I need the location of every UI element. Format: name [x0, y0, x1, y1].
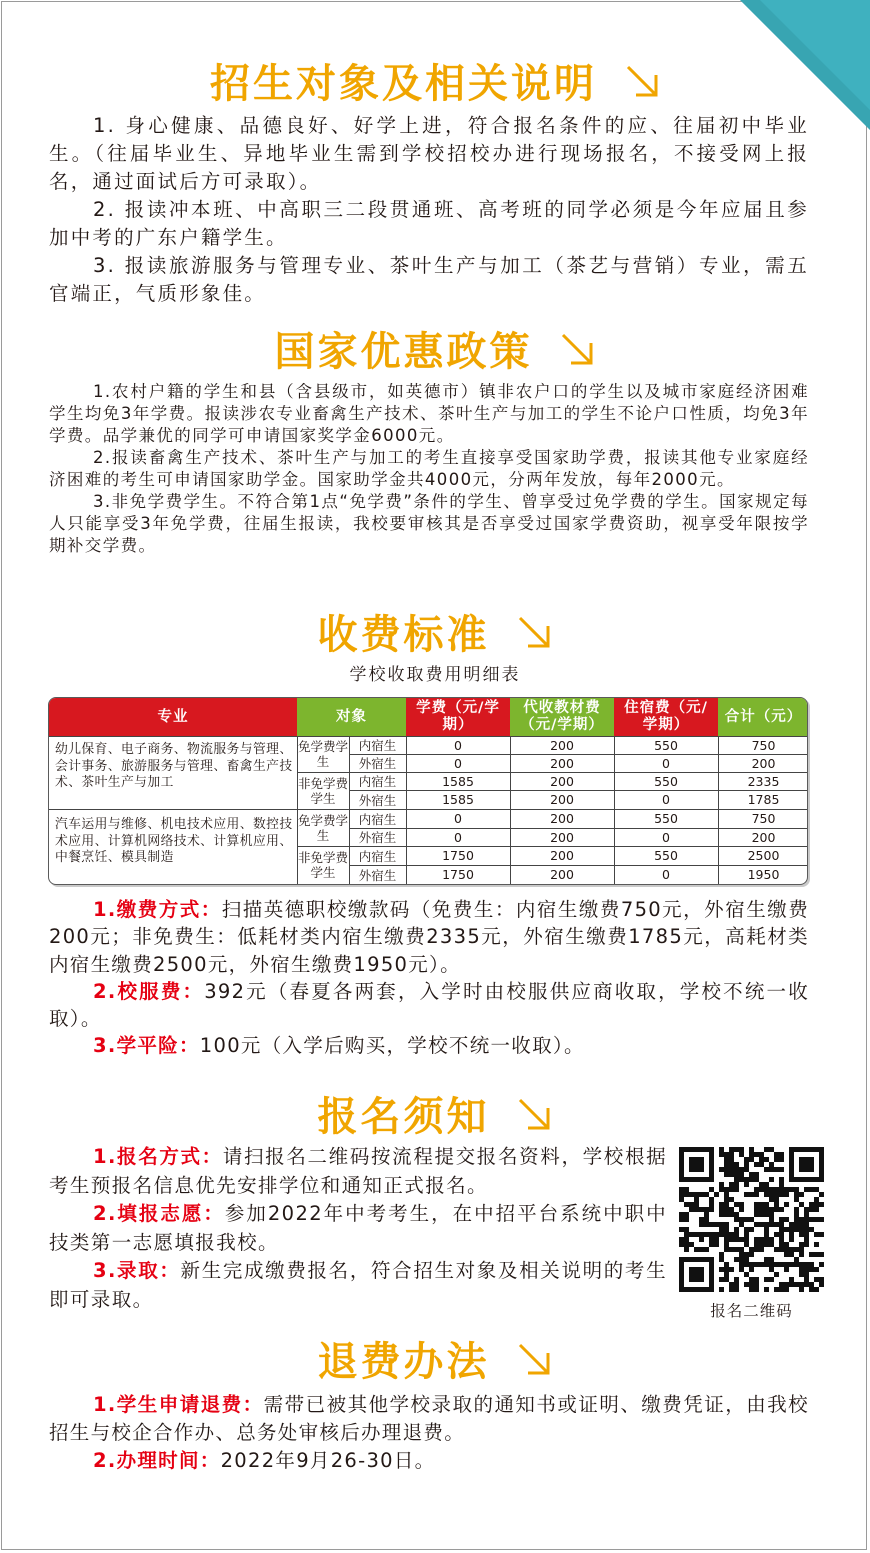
tuition-value: 0 [454, 755, 462, 771]
diagonal-arrow-icon [516, 614, 552, 650]
section4-item: 2.填报志愿：参加2022年中考考生，在中招平台系统中职中技类第一志愿填报我校。 [49, 1202, 667, 1254]
major-group-1: 幼儿保育、电子商务、物流服务与管理、会计事务、旅游服务与管理、畜禽生产技术、茶叶生产与加工 [55, 742, 293, 790]
materials-value: 200 [550, 773, 574, 789]
header-tuition: 学费（元/学期） [406, 698, 510, 736]
fee-note: 1.缴费方式：扫描英德职校缴款码（免费生：内宿生缴费750元，外宿生缴费200元；非免费生：低耗材类内宿生缴费2335元，外宿生缴费1785元，高耗材类内宿生缴费2500元，外宿生缴费1950元）。 [49, 898, 809, 976]
section1-body [49, 112, 809, 308]
materials-value: 200 [550, 792, 574, 807]
materials-value: 200 [550, 829, 574, 845]
object-type: 非免学费学生 [297, 850, 348, 880]
tuition-value: 1585 [442, 773, 474, 789]
header-materials: 代收教材费（元/学期） [510, 698, 614, 736]
item-label: 2.办理时间： [93, 1449, 221, 1472]
section2-title: 国家优惠政策 [274, 329, 533, 375]
total-value: 2335 [747, 773, 780, 789]
section4-body [49, 1143, 667, 1314]
residence-type: 内宿生 [358, 774, 397, 789]
tuition-value: 0 [454, 737, 462, 753]
diagonal-arrow-icon [624, 63, 660, 99]
header-object: 对象 [297, 698, 406, 736]
dorm-value: 0 [662, 755, 670, 771]
tuition-value: 1750 [442, 867, 474, 882]
dorm-value: 550 [654, 737, 678, 753]
section4-item: 1.报名方式：请扫报名二维码按流程提交报名资料，学校根据考生预报名信息优先安排学位和通知正式报名。 [49, 1145, 667, 1197]
materials-value: 200 [550, 755, 574, 771]
section1-title: 招生对象及相关说明 [210, 61, 598, 107]
section4-title: 报名须知 [317, 1094, 490, 1140]
section4-heading [0, 1085, 870, 1142]
section5-heading [0, 1330, 870, 1387]
dorm-value: 0 [662, 867, 670, 882]
tuition-value: 0 [454, 811, 462, 826]
object-type: 非免学费学生 [297, 775, 348, 806]
residence-type: 内宿生 [358, 848, 397, 864]
section1-item: 2. 报读冲本班、中高职三二段贯通班、高考班的同学必须是今年应届且参加中考的广东户籍学生。 [49, 198, 809, 249]
section2-item: 3.非免学费学生。不符合第1点“免学费”条件的学生、曾享受过免学费的学生。国家规定每人只能享受3年免学费，往届生报读，我校要审核其是否享受过国家学费资助，视享受年限按学期补交学费。 [49, 492, 809, 555]
residence-type: 外宿生 [358, 756, 397, 771]
object-type: 免学费学生 [297, 739, 348, 769]
dorm-value: 550 [654, 773, 678, 789]
total-value: 200 [751, 829, 776, 845]
fee-note: 3.学平险：100元（入学后购买，学校不统一收取）。 [93, 1034, 585, 1058]
dorm-value: 0 [662, 792, 670, 807]
section1-heading [0, 52, 870, 109]
diagonal-arrow-icon [516, 1341, 552, 1377]
major-group-2: 汽车运用与维修、机电技术应用、数控技术应用、计算机网络技术、计算机应用、中餐烹饪、模具制造 [55, 817, 293, 865]
fee-note: 2.校服费：392元（春夏各两套，入学时由校服供应商收取，学校不统一收取）。 [49, 979, 810, 1031]
total-value: 2500 [747, 848, 780, 863]
diagonal-arrow-icon [559, 331, 595, 367]
materials-value: 200 [550, 737, 574, 753]
section4-item: 3.录取：新生完成缴费报名，符合招生对象及相关说明的考生即可录取。 [49, 1259, 667, 1311]
header-dorm: 住宿费（元/学期） [614, 698, 718, 736]
section2-item: 2.报读畜禽生产技术、茶叶生产与加工的考生直接享受国家助学费，报读其他专业家庭经济困难的考生可申请国家助学金。国家助学金共4000元，分两年发放，每年2000元。 [49, 448, 809, 489]
section2-heading [0, 320, 870, 377]
section1-item: 1. 身心健康、品德良好、好学上进，符合报名条件的应、往届初中毕业生。（往届毕业生、异地毕业生需到学校招校办进行现场报名，不接受网上报名，通过面试后方可录取）。 [49, 114, 809, 193]
residence-type: 内宿生 [358, 738, 397, 753]
section3-title: 收费标准 [317, 612, 490, 658]
materials-value: 200 [550, 811, 574, 826]
dorm-value: 550 [654, 811, 678, 826]
tuition-value: 1585 [442, 792, 474, 807]
object-type: 免学费学生 [297, 812, 348, 843]
header-total: 合计（元） [718, 698, 808, 736]
fee-table-title: 学校收取费用明细表 [349, 665, 521, 685]
qr-caption: 报名二维码 [710, 1302, 793, 1320]
item-label: 2.填报志愿： [93, 1202, 225, 1225]
section5-item: 2.办理时间：2022年9月26-30日。 [93, 1449, 436, 1472]
total-value: 750 [751, 737, 776, 753]
dorm-value: 0 [662, 829, 670, 845]
total-value: 1950 [747, 867, 780, 882]
residence-type: 外宿生 [358, 792, 397, 808]
note-label: 1.缴费方式： [93, 898, 222, 921]
section2-item: 1.农村户籍的学生和县（含县级市，如英德市）镇非农户口的学生以及城市家庭经济困难学生均免3年学费。报读涉农专业畜禽生产技术、茶叶生产与加工的学生不论户口性质，均免3年学费。品学兼优的同学可申请国家奖学金6000元。 [49, 382, 809, 445]
materials-value: 200 [550, 867, 574, 882]
section2-body [49, 381, 809, 557]
note-label: 3.学平险： [93, 1034, 200, 1058]
section3-heading [0, 603, 870, 660]
residence-type: 外宿生 [358, 830, 397, 845]
total-value: 1785 [747, 792, 780, 807]
item-label: 1.学生申请退费： [93, 1393, 264, 1416]
total-value: 200 [751, 755, 776, 771]
section5-item: 1.学生申请退费：需带已被其他学校录取的通知书或证明、缴费凭证，由我校招生与校企合作办、总务处审核后办理退费。 [49, 1393, 809, 1444]
materials-value: 200 [550, 848, 574, 863]
item-label: 1.报名方式： [93, 1145, 223, 1168]
fee-table [48, 697, 808, 885]
section5-title: 退费办法 [317, 1339, 490, 1385]
tuition-value: 0 [454, 829, 462, 845]
section5-body [49, 1391, 809, 1475]
header-major: 专业 [49, 698, 297, 736]
diagonal-arrow-icon [516, 1096, 552, 1132]
residence-type: 外宿生 [358, 867, 397, 883]
section1-item: 3. 报读旅游服务与管理专业、茶叶生产与加工（茶艺与营销）专业，需五官端正，气质形象佳。 [49, 254, 809, 305]
note-label: 2.校服费： [93, 979, 205, 1003]
fee-notes [49, 896, 809, 1060]
item-label: 3.录取： [93, 1259, 181, 1282]
total-value: 750 [751, 811, 776, 826]
qr-code-icon[interactable] [679, 1147, 824, 1292]
residence-type: 内宿生 [358, 811, 397, 827]
dorm-value: 550 [654, 848, 678, 863]
tuition-value: 1750 [442, 848, 474, 863]
